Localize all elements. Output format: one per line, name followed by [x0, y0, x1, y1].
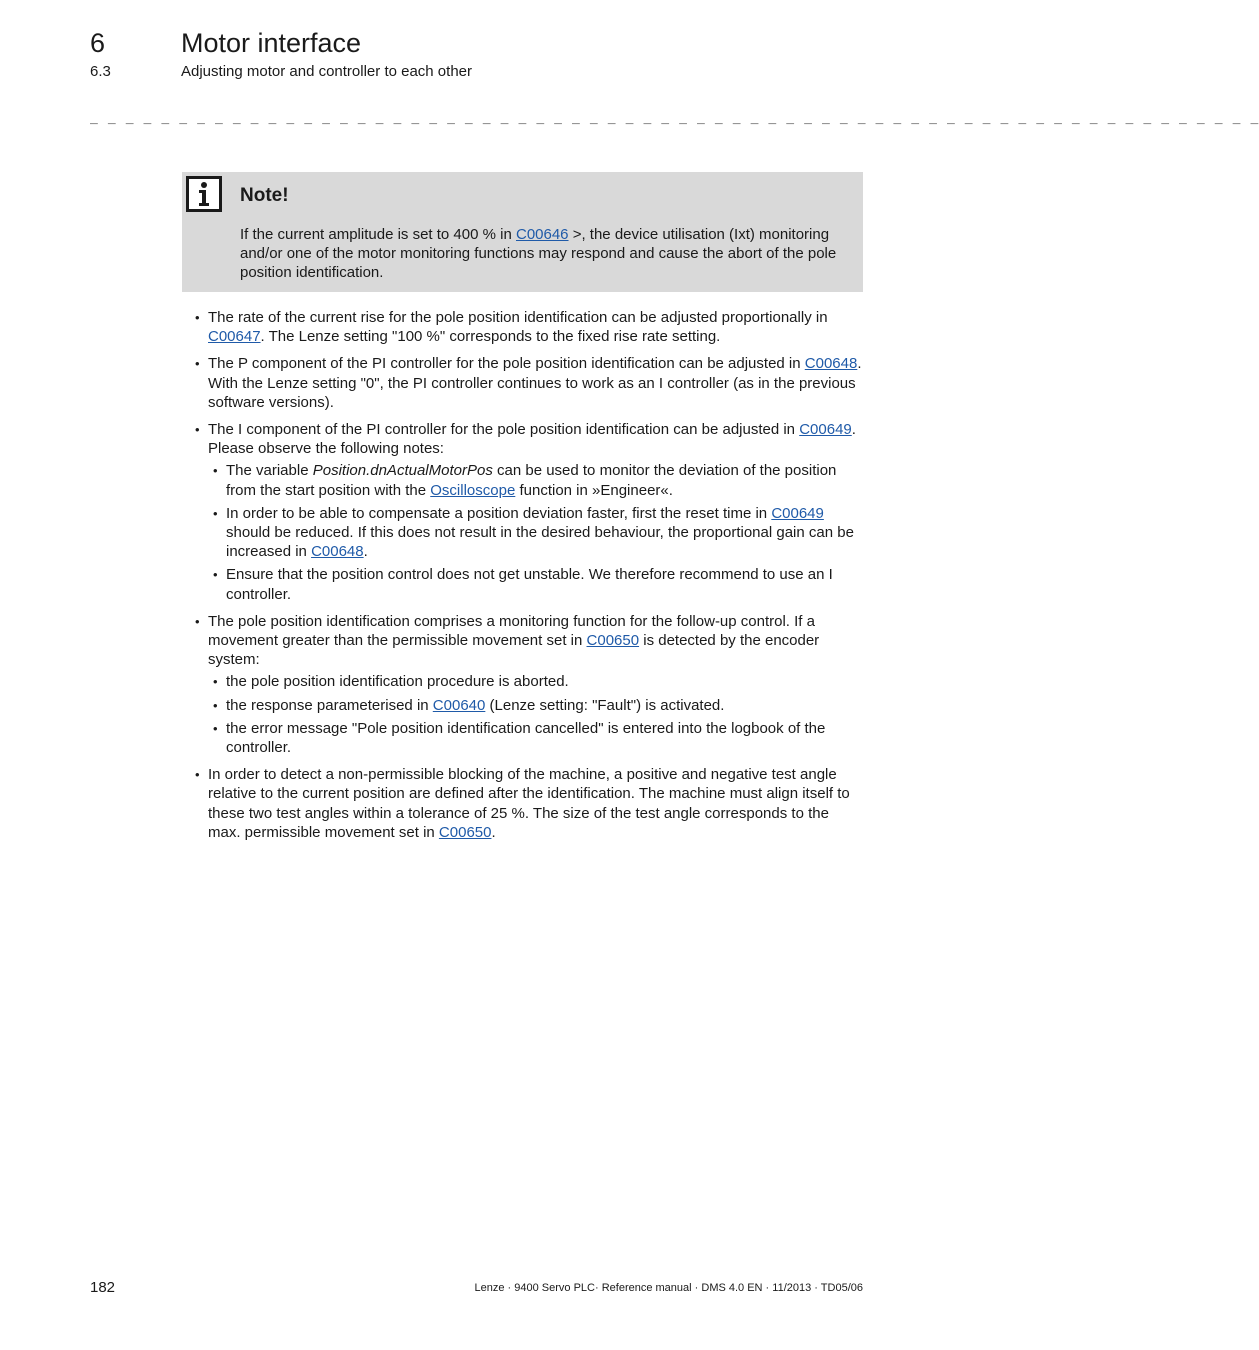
link-oscilloscope[interactable]: Oscilloscope	[430, 481, 516, 499]
page-number: 182	[90, 1279, 116, 1296]
chapter-title: Motor interface	[181, 28, 362, 58]
sub-list-item: • the pole position identification procedure is aborted.	[208, 672, 862, 691]
list-item: • The rate of the current rise for the pole position identification can be adjusted proportionally in C00647. The Lenze setting "100 %" corresponds to the fixed rise rate setting.	[190, 308, 862, 346]
link-c00647[interactable]: C00647	[208, 328, 261, 346]
note-text: If the current amplitude is set to 400 % in C00646 >, the device utilisation (Ixt) monitoring and/or one of the motor monitoring functions may respond and cause the abort of the pole position identification.	[240, 226, 837, 281]
link-c00640[interactable]: C00640	[432, 696, 486, 714]
section-title: Adjusting motor and controller to each other	[181, 63, 472, 80]
link-c00648[interactable]: C00648	[311, 543, 364, 561]
list-item: • In order to detect a non-permissible blocking of the machine, a positive and negative test angle relative to the current position are defined after the identification. The machine must align itself to these two test angles within a tolerance of 25 %. The size of the test angle corresponds to the max. permissible movement set in C00650.	[190, 765, 862, 842]
main-content	[190, 308, 862, 850]
link-c00648[interactable]: C00648	[804, 355, 858, 373]
sub-list	[208, 672, 862, 757]
note-box	[182, 172, 863, 292]
section-number: 6.3	[90, 63, 111, 80]
bullet-list	[190, 308, 862, 842]
sub-list-item: • In order to be able to compensate a position deviation faster, first the reset time in C00649 should be reduced. If this does not result in the desired behaviour, the proportional gain can be increased in C00648.	[208, 504, 862, 562]
link-c00650[interactable]: C00650	[586, 632, 640, 650]
sub-list-item: • The variable Position.dnActualMotorPos can be used to monitor the deviation of the position from the start position with the Oscilloscope function in »Engineer«.	[208, 461, 862, 499]
list-item: • The P component of the PI controller for the pole position identification can be adjusted in C00648. With the Lenze setting "0", the PI controller continues to work as an I controller (as in the previous software versions).	[190, 354, 862, 412]
sub-list	[208, 461, 862, 603]
note-heading: Note!	[240, 185, 289, 206]
sub-list-item: • Ensure that the position control does not get unstable. We therefore recommend to use an I controller.	[208, 565, 862, 603]
sub-list-item: • the response parameterised in C00640 (Lenze setting: "Fault") is activated.	[208, 696, 862, 715]
chapter-number: 6	[90, 28, 106, 58]
list-item: • The I component of the PI controller for the pole position identification can be adjusted in C00649. Please observe the following notes: • The variable Position.dnActualMotorPos can be used to monitor the deviation of the position from the start position with the Oscilloscope function in »Engineer«. • In order to be able to compensate a position deviation faster, first the reset time in C00649 should be reduced. If this does not result in the desired behaviour, the proportional gain can be increased in C00648. • Ensure that the position control does not get unstable. We therefore recommend to use an I controller.	[190, 420, 862, 604]
link-c00649[interactable]: C00649	[799, 421, 852, 439]
list-item: • The pole position identification comprises a monitoring function for the follow-up control. If a movement greater than the permissible movement set in C00650 is detected by the encoder system: • the pole position identification procedure is aborted. • the response parameterised in C00640 (Lenze setting: "Fault") is activated. • the error message "Pole position identification cancelled" is entered into the logbook of the controller.	[190, 612, 862, 757]
link-c00649[interactable]: C00649	[771, 504, 824, 522]
sub-list-item: • the error message "Pole position identification cancelled" is entered into the logbook of the controller.	[208, 719, 862, 757]
footer-reference: Lenze · 9400 Servo PLC· Reference manual · DMS 4.0 EN · 11/2013 · TD05/06	[474, 1282, 863, 1294]
header-divider: _ _ _ _ _ _ _ _ _ _ _ _ _ _ _ _ _ _ _ _ _ _ _ _ _ _ _ _ _ _ _ _ _ _ _ _ _ _ _ _ _ _ _ _ _ _ _ _ _ _ _ _ _ _ _ _ _ _ _ _ _ _ _ _ _ _	[90, 110, 1259, 125]
info-icon	[186, 176, 222, 212]
link-c00650[interactable]: C00650	[438, 823, 492, 841]
link-c00646[interactable]: C00646	[515, 226, 569, 243]
